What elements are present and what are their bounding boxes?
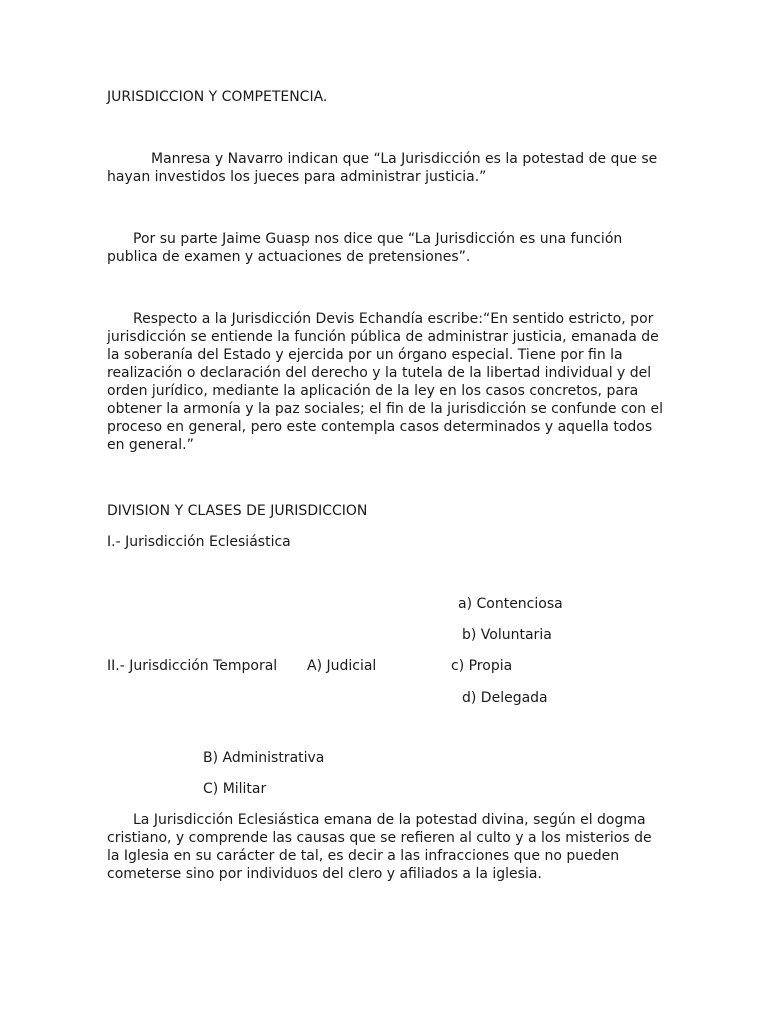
classification-sub-militar: C) Militar xyxy=(203,781,267,797)
document-heading: JURISDICCION Y COMPETENCIA. xyxy=(107,89,328,105)
classification-sub-delegada: d) Delegada xyxy=(462,690,548,706)
classification-sub-administrativa: B) Administrativa xyxy=(203,750,325,766)
classification-item-eclesiastica: I.- Jurisdicción Eclesiástica xyxy=(107,534,291,550)
classification-sub-voluntaria: b) Voluntaria xyxy=(462,627,552,643)
section-heading-division: DIVISION Y CLASES DE JURISDICCION xyxy=(107,503,368,519)
paragraph-jaime-guasp: Por su parte Jaime Guasp nos dice que “La Jurisdicción es una función publica de examen y actuaciones de pretensiones”. xyxy=(107,231,623,265)
classification-item-temporal: II.- Jurisdicción Temporal xyxy=(107,658,278,674)
classification-sub-contenciosa: a) Contenciosa xyxy=(458,596,563,612)
paragraph-manresa-navarro: Manresa y Navarro indican que “La Jurisdicción es la potestad de que se hayan investidos los jueces para administrar justicia.” xyxy=(107,151,658,185)
paragraph-devis-echandia: Respecto a la Jurisdicción Devis Echandía escribe:“En sentido estricto, por jurisdicción se entiende la función pública de administrar justicia, emanada de la soberanía del Estado y ejercida por un órgano especial. Tiene por fin la realización o declaración del derecho y la tutela de la libertad individual y del orden jurídico, mediante la aplicación de la ley en los casos concretos, para obtener la armonía y la paz sociales; el fin de la jurisdicción se confunde con el proceso en general, pero este contempla casos determinados y aquella todos en general.” xyxy=(107,311,663,453)
classification-sub-propia: c) Propia xyxy=(451,658,513,674)
classification-sub-judicial: A) Judicial xyxy=(307,658,377,674)
paragraph-jurisdiccion-eclesiastica: La Jurisdicción Eclesiástica emana de la potestad divina, según el dogma cristiano, y comprende las causas que se refieren al culto y a los misterios de la Iglesia en su carácter de tal, es decir a las infracciones que no pueden cometerse sino por individuos del clero y afiliados a la iglesia. xyxy=(107,812,652,882)
